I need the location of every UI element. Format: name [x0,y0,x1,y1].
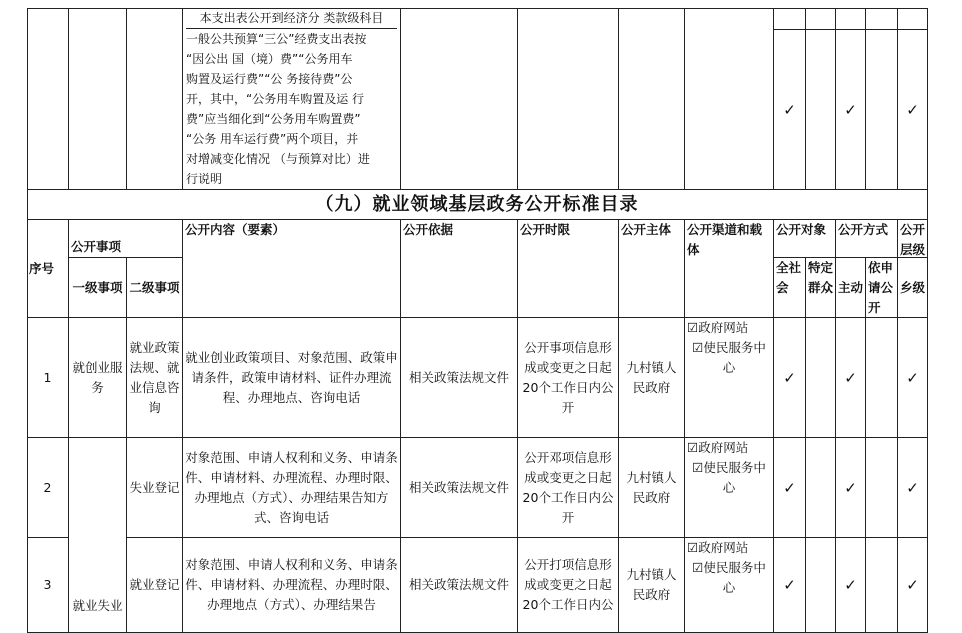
top-active-sub [836,8,866,30]
header-specific: 特定群众 [806,258,836,318]
header-gongkai-shixiang: 公开事项 [69,220,183,258]
top-check-req [866,30,898,190]
channel-service-center: ☑使民服务中心 [692,560,766,595]
row1-check-active: ✓ [836,318,866,438]
row2-check-all: ✓ [774,438,806,538]
top-text-line: “公务 用车运行费”两个项目，并 [186,132,359,146]
top-text-line: 一般公共预算“三公”经费支出表按 [186,32,367,46]
header-subject: 公开主体 [619,220,685,318]
channel-service-center: ☑使民服务中心 [692,340,766,375]
top-check-active: ✓ [836,30,866,190]
row1-check-spec [806,318,836,438]
top-seq-cell [27,8,69,190]
row3-check-req [866,538,898,633]
top-text-line: 费”应当细化到“公务用车购置费” [186,112,361,126]
row3-seq: 3 [27,538,69,633]
channel-website: ☑政府网站 [687,540,749,555]
row2-subject: 九村镇人民政府 [619,438,685,538]
top-check-all: ✓ [774,30,806,190]
top-req-sub [866,8,898,30]
row2-level1-merged: 就业失业 [69,438,127,633]
row2-check-active: ✓ [836,438,866,538]
top-check-spec [806,30,836,190]
row3-check-spec [806,538,836,633]
row1-channel [685,318,774,438]
row1-check-town: ✓ [898,318,928,438]
header-target: 公开对象 [774,220,836,258]
row2-level2: 失业登记 [127,438,183,538]
header-all-society: 全社会 [774,258,806,318]
top-text-line: 购置及运行费”“公 务接待费”公 [186,72,353,86]
channel-service-center: ☑使民服务中心 [692,460,766,495]
top-text-line: “因公出 国（境）费”“公务用车 [186,52,353,66]
row2-check-spec [806,438,836,538]
header-time: 公开时限 [518,220,619,318]
row2-seq: 2 [27,438,69,538]
top-check-town: ✓ [898,30,928,190]
section-title: （九）就业领域基层政务公开标准目录 [27,190,928,220]
row1-check-all: ✓ [774,318,806,438]
row1-basis: 相关政策法规文件 [401,318,518,438]
row1-subject: 九村镇人民政府 [619,318,685,438]
row2-check-req [866,438,898,538]
row2-basis: 相关政策法规文件 [401,438,518,538]
header-content: 公开内容（要素） [183,220,401,318]
row1-level2: 就业政策法规、就业信息咨询 [127,318,183,438]
row1-time: 公开事项信息形成或变更之日起20个工作日内公开 [518,318,619,438]
header-basis: 公开依据 [401,220,518,318]
top-text-line: 对增减变化情况 （与预算对比）进 [186,152,370,166]
header-channel: 公开渠道和载体 [685,220,774,318]
row3-basis: 相关政策法规文件 [401,538,518,633]
top-basis-cell [401,8,518,190]
top-channel-cell [685,8,774,190]
row3-level2: 就业登记 [127,538,183,633]
row1-level1: 就创业服务 [69,318,127,438]
top-all-sub [774,8,806,30]
row3-check-town: ✓ [898,538,928,633]
top-text-line: 开，其中，“公务用车购置及运 行 [186,92,365,106]
row2-content: 对象范围、申请人权利和义务、申请条件、申请材料、办理流程、办理时限、办理地点（方式）、办理结果告知方式、咨询电话 [183,438,401,538]
top-text-line: 本支出表公开到经济分 类款级科目 [186,8,397,29]
row3-channel [685,538,774,633]
row1-content: 就业创业政策项目、对象范围、政策申请条件，政策申请材料、证件办理流程、办理地点、咨询电话 [183,318,401,438]
header-seq: 序号 [27,220,69,318]
header-level: 公开层级 [898,220,928,258]
row3-subject: 九村镇人民政府 [619,538,685,633]
header-level2: 二级事项 [127,258,183,318]
header-on-request: 依申请公开 [866,258,898,318]
row2-time: 公开邓项信息形成或变更之日起20个工作日内公开 [518,438,619,538]
top-subject-cell [619,8,685,190]
top-spec-sub [806,8,836,30]
top-time-cell [518,8,619,190]
row1-seq: 1 [27,318,69,438]
row3-check-active: ✓ [836,538,866,633]
header-method: 公开方式 [836,220,898,258]
header-active: 主动 [836,258,866,318]
top-level2-cell [127,8,183,190]
header-township: 乡级 [898,258,928,318]
row2-channel [685,438,774,538]
channel-website: ☑政府网站 [687,440,749,455]
row2-check-town: ✓ [898,438,928,538]
top-level1-cell [69,8,127,190]
top-text-line: 行说明 [186,172,223,186]
channel-website: ☑政府网站 [687,320,749,335]
top-town-sub [898,8,928,30]
row3-check-all: ✓ [774,538,806,633]
row3-content: 对象范围、申请人权利和义务、申请条件、申请材料、办理流程、办理时限、办理地点（方式）、办理结果告 [183,538,401,633]
header-level1: 一级事项 [69,258,127,318]
row1-check-req [866,318,898,438]
top-content-cell [183,8,401,190]
row3-time: 公开打项信息形成或变更之日起20个工作日内公 [518,538,619,633]
